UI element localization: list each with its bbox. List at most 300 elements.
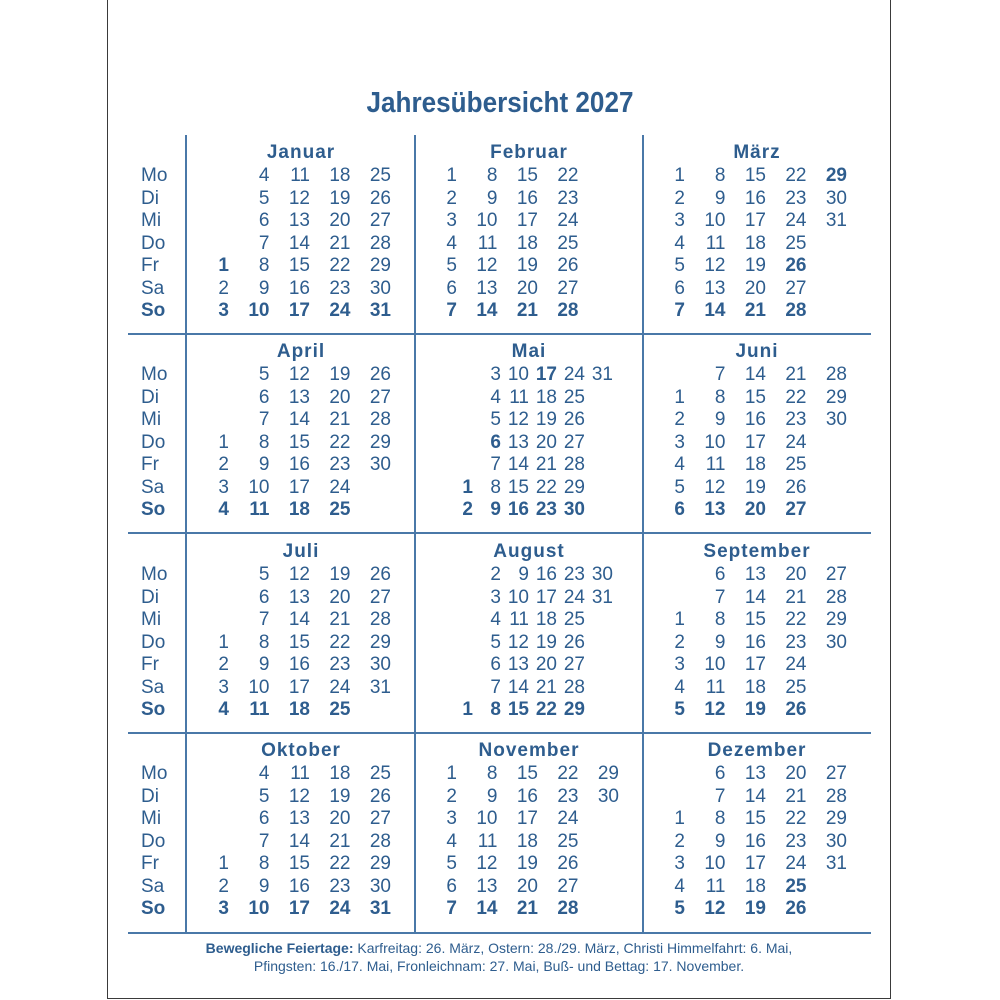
- day-number: 8: [258, 631, 270, 653]
- day-number: 13: [704, 277, 726, 299]
- day-number: 11: [705, 454, 726, 475]
- day-number: 24: [785, 853, 807, 874]
- weekday-label-so: So: [141, 898, 166, 919]
- day-number: 17: [288, 898, 310, 919]
- day-number: 20: [329, 210, 351, 231]
- month-name: April: [276, 341, 326, 362]
- day-number: 19: [744, 255, 766, 276]
- day-number: 8: [490, 476, 501, 498]
- day-number: 10: [704, 210, 726, 231]
- day-number: 27: [369, 386, 391, 408]
- day-number: 5: [258, 785, 270, 807]
- day-number: 14: [288, 232, 310, 254]
- day-number: 6: [714, 763, 726, 784]
- weekday-label-do: Do: [141, 431, 166, 453]
- movable-holidays-line1: Karfreitag: 26. März, Ostern: 28./29. März, Christi Himmelfahrt: 6. Mai,: [353, 940, 793, 956]
- day-number: 29: [597, 763, 619, 784]
- day-number: 17: [744, 431, 766, 453]
- day-number: 14: [744, 364, 766, 385]
- day-number: 13: [476, 875, 498, 897]
- day-number: 8: [714, 386, 726, 408]
- day-number: 16: [744, 631, 766, 653]
- day-number: 29: [825, 386, 847, 408]
- day-number: 7: [674, 300, 685, 321]
- day-number: 4: [258, 763, 270, 784]
- day-number: 12: [704, 476, 726, 498]
- day-number: 3: [446, 808, 457, 829]
- day-number: 15: [507, 699, 529, 720]
- day-number: 5: [446, 255, 457, 276]
- day-number: 11: [290, 165, 310, 186]
- day-number: 10: [476, 210, 498, 231]
- day-number: 1: [218, 255, 229, 276]
- day-number: 10: [248, 898, 270, 919]
- month-name: Januar: [266, 142, 336, 163]
- day-number: 18: [535, 609, 557, 630]
- day-number: 21: [516, 898, 538, 919]
- day-number: 30: [563, 499, 585, 520]
- day-number: 7: [714, 785, 726, 807]
- day-number: 6: [490, 431, 501, 453]
- day-number: 23: [329, 454, 351, 475]
- month-name: Februar: [490, 142, 568, 163]
- day-number: 25: [785, 875, 807, 897]
- day-number: 17: [288, 300, 310, 321]
- day-number: 26: [369, 364, 391, 385]
- day-number: 14: [744, 785, 766, 807]
- weekday-label-do: Do: [141, 631, 166, 653]
- day-number: 13: [704, 499, 726, 520]
- day-number: 11: [249, 499, 270, 520]
- day-number: 14: [704, 300, 726, 321]
- day-number: 7: [446, 898, 457, 919]
- day-number: 6: [490, 654, 501, 675]
- day-number: 8: [258, 255, 270, 276]
- day-number: 29: [825, 609, 847, 630]
- weekday-label-fr: Fr: [141, 853, 159, 874]
- day-number: 28: [563, 454, 585, 475]
- day-number: 14: [507, 676, 529, 698]
- grid-line-horizontal: [128, 532, 871, 534]
- day-number: 30: [369, 277, 391, 299]
- day-number: 21: [535, 454, 557, 475]
- day-number: 6: [258, 210, 270, 231]
- day-number: 18: [535, 386, 557, 408]
- day-number: 5: [674, 699, 685, 720]
- movable-holidays-line2: Pfingsten: 16./17. Mai, Fronleichnam: 27. Mai, Buß- und Bettag: 17. November.: [253, 958, 745, 974]
- month-name: Juni: [735, 341, 779, 362]
- day-number: 20: [535, 654, 557, 675]
- weekday-label-fr: Fr: [141, 255, 159, 276]
- day-number: 12: [288, 564, 310, 585]
- day-number: 9: [714, 187, 726, 209]
- day-number: 2: [218, 277, 229, 299]
- day-number: 17: [744, 654, 766, 675]
- day-number: 1: [674, 808, 685, 829]
- day-number: 4: [490, 386, 501, 408]
- month-name: November: [478, 740, 580, 761]
- day-number: 7: [714, 586, 726, 608]
- day-number: 24: [329, 300, 351, 321]
- weekday-label-mi: Mi: [141, 210, 162, 231]
- day-number: 10: [248, 476, 270, 498]
- day-number: 16: [507, 499, 529, 520]
- day-number: 27: [369, 586, 391, 608]
- day-number: 28: [825, 785, 847, 807]
- day-number: 18: [288, 699, 310, 720]
- day-number: 2: [218, 454, 229, 475]
- month-name: Juli: [282, 541, 320, 562]
- day-number: 27: [825, 564, 847, 585]
- weekday-label-sa: Sa: [141, 476, 165, 498]
- day-number: 22: [785, 808, 807, 829]
- day-number: 12: [476, 255, 498, 276]
- day-number: 7: [258, 232, 270, 254]
- day-number: 19: [744, 476, 766, 498]
- day-number: 8: [490, 699, 501, 720]
- day-number: 11: [477, 232, 498, 254]
- day-number: 26: [785, 699, 807, 720]
- movable-holidays-label: Bewegliche Feiertage:: [205, 940, 354, 956]
- day-number: 9: [714, 631, 726, 653]
- weekday-label-do: Do: [141, 232, 166, 254]
- weekday-label-di: Di: [141, 187, 159, 209]
- day-number: 4: [258, 165, 270, 186]
- day-number: 19: [535, 631, 557, 653]
- day-number: 3: [674, 654, 685, 675]
- day-number: 16: [744, 830, 766, 852]
- day-number: 20: [744, 277, 766, 299]
- month-name: Dezember: [707, 740, 807, 761]
- day-number: 21: [785, 785, 807, 807]
- weekday-label-mi: Mi: [141, 409, 162, 430]
- day-number: 31: [825, 210, 847, 231]
- day-number: 21: [329, 830, 351, 852]
- day-number: 1: [446, 165, 457, 186]
- day-number: 6: [674, 499, 685, 520]
- day-number: 8: [486, 763, 498, 784]
- day-number: 24: [785, 654, 807, 675]
- day-number: 15: [288, 853, 310, 874]
- day-number: 30: [825, 187, 847, 209]
- day-number: 13: [744, 763, 766, 784]
- day-number: 12: [704, 699, 726, 720]
- day-number: 21: [535, 676, 557, 698]
- day-number: 8: [258, 853, 270, 874]
- day-number: 16: [288, 875, 310, 897]
- day-number: 11: [509, 386, 529, 408]
- weekday-label-sa: Sa: [141, 676, 165, 698]
- day-number: 20: [329, 808, 351, 829]
- day-number: 3: [218, 676, 229, 698]
- page-title: Jahresübersicht 2027: [366, 87, 634, 119]
- day-number: 4: [446, 232, 457, 254]
- day-number: 2: [218, 654, 229, 675]
- day-number: 4: [218, 499, 229, 520]
- day-number: 10: [248, 300, 270, 321]
- day-number: 3: [674, 210, 685, 231]
- day-number: 21: [785, 586, 807, 608]
- day-number: 19: [329, 564, 351, 585]
- day-number: 31: [369, 898, 391, 919]
- weekday-label-so: So: [141, 699, 166, 720]
- day-number: 15: [744, 808, 766, 829]
- day-number: 3: [490, 586, 501, 608]
- grid-line-horizontal: [128, 732, 871, 734]
- day-number: 4: [674, 232, 685, 254]
- day-number: 19: [535, 409, 557, 430]
- day-number: 27: [825, 763, 847, 784]
- day-number: 26: [369, 187, 391, 209]
- day-number: 20: [785, 763, 807, 784]
- day-number: 19: [744, 699, 766, 720]
- day-number: 8: [714, 808, 726, 829]
- day-number: 9: [258, 875, 270, 897]
- day-number: 22: [535, 699, 557, 720]
- day-number: 21: [516, 300, 538, 321]
- day-number: 16: [288, 454, 310, 475]
- day-number: 4: [218, 699, 229, 720]
- day-number: 9: [490, 499, 501, 520]
- day-number: 25: [563, 609, 585, 630]
- day-number: 13: [476, 277, 498, 299]
- weekday-label-sa: Sa: [141, 277, 165, 299]
- day-number: 5: [674, 898, 685, 919]
- day-number: 16: [744, 409, 766, 430]
- day-number: 20: [329, 586, 351, 608]
- day-number: 19: [329, 785, 351, 807]
- day-number: 13: [288, 210, 310, 231]
- day-number: 18: [744, 875, 766, 897]
- day-number: 4: [490, 609, 501, 630]
- day-number: 11: [249, 699, 270, 720]
- day-number: 16: [516, 187, 538, 209]
- day-number: 27: [369, 210, 391, 231]
- day-number: 15: [288, 431, 310, 453]
- day-number: 24: [563, 586, 585, 608]
- day-number: 18: [516, 830, 538, 852]
- weekday-label-mi: Mi: [141, 808, 162, 829]
- day-number: 1: [674, 386, 685, 408]
- day-number: 9: [258, 277, 270, 299]
- day-number: 9: [518, 564, 529, 585]
- day-number: 28: [369, 609, 391, 630]
- day-number: 17: [535, 586, 557, 608]
- weekday-label-fr: Fr: [141, 454, 159, 475]
- day-number: 10: [248, 676, 270, 698]
- day-number: 3: [674, 853, 685, 874]
- day-number: 11: [290, 763, 310, 784]
- day-number: 17: [744, 853, 766, 874]
- day-number: 13: [507, 431, 529, 453]
- weekday-label-mo: Mo: [141, 364, 168, 385]
- day-number: 26: [557, 853, 579, 874]
- day-number: 10: [704, 431, 726, 453]
- day-number: 12: [704, 255, 726, 276]
- day-number: 22: [329, 853, 351, 874]
- day-number: 30: [369, 654, 391, 675]
- day-number: 5: [446, 853, 457, 874]
- weekday-label-mo: Mo: [141, 763, 168, 784]
- day-number: 6: [258, 808, 270, 829]
- day-number: 26: [563, 409, 585, 430]
- day-number: 18: [516, 232, 538, 254]
- day-number: 20: [329, 386, 351, 408]
- day-number: 5: [258, 564, 270, 585]
- day-number: 26: [785, 476, 807, 498]
- day-number: 22: [785, 165, 807, 186]
- day-number: 26: [785, 898, 807, 919]
- day-number: 24: [329, 476, 351, 498]
- day-number: 10: [476, 808, 498, 829]
- day-number: 17: [516, 210, 538, 231]
- day-number: 23: [563, 564, 585, 585]
- day-number: 2: [674, 631, 685, 653]
- day-number: 1: [218, 631, 229, 653]
- day-number: 19: [744, 898, 766, 919]
- day-number: 22: [329, 431, 351, 453]
- day-number: 22: [785, 609, 807, 630]
- day-number: 8: [714, 165, 726, 186]
- day-number: 3: [490, 364, 501, 385]
- day-number: 3: [674, 431, 685, 453]
- day-number: 12: [704, 898, 726, 919]
- day-number: 9: [258, 454, 270, 475]
- day-number: 3: [218, 898, 229, 919]
- day-number: 28: [557, 300, 579, 321]
- day-number: 1: [674, 609, 685, 630]
- day-number: 5: [258, 364, 270, 385]
- day-number: 28: [825, 364, 847, 385]
- day-number: 12: [507, 631, 529, 653]
- day-number: 31: [591, 364, 613, 385]
- day-number: 23: [785, 409, 807, 430]
- day-number: 25: [563, 386, 585, 408]
- day-number: 22: [329, 631, 351, 653]
- day-number: 24: [785, 210, 807, 231]
- day-number: 13: [507, 654, 529, 675]
- day-number: 16: [744, 187, 766, 209]
- day-number: 30: [825, 631, 847, 653]
- day-number: 17: [744, 210, 766, 231]
- day-number: 2: [446, 187, 457, 209]
- day-number: 15: [288, 631, 310, 653]
- day-number: 22: [329, 255, 351, 276]
- day-number: 21: [329, 232, 351, 254]
- day-number: 3: [218, 300, 229, 321]
- day-number: 7: [446, 300, 457, 321]
- day-number: 17: [535, 364, 557, 385]
- day-number: 20: [785, 564, 807, 585]
- day-number: 23: [329, 654, 351, 675]
- month-name: März: [733, 142, 781, 163]
- day-number: 2: [218, 875, 229, 897]
- day-number: 1: [674, 165, 685, 186]
- day-number: 16: [288, 277, 310, 299]
- day-number: 27: [785, 499, 807, 520]
- day-number: 17: [288, 676, 310, 698]
- day-number: 8: [486, 165, 498, 186]
- day-number: 28: [369, 830, 391, 852]
- day-number: 15: [744, 386, 766, 408]
- day-number: 31: [825, 853, 847, 874]
- day-number: 3: [218, 476, 229, 498]
- day-number: 16: [288, 654, 310, 675]
- day-number: 26: [369, 564, 391, 585]
- day-number: 8: [714, 609, 726, 630]
- day-number: 9: [714, 830, 726, 852]
- day-number: 20: [516, 277, 538, 299]
- day-number: 22: [785, 386, 807, 408]
- day-number: 16: [535, 564, 557, 585]
- day-number: 6: [674, 277, 685, 299]
- day-number: 4: [674, 454, 685, 475]
- day-number: 12: [288, 785, 310, 807]
- day-number: 15: [744, 165, 766, 186]
- day-number: 10: [704, 654, 726, 675]
- day-number: 14: [476, 300, 498, 321]
- month-name: September: [703, 541, 811, 562]
- day-number: 14: [288, 409, 310, 430]
- day-number: 28: [369, 232, 391, 254]
- day-number: 4: [674, 676, 685, 698]
- day-number: 29: [563, 476, 585, 498]
- day-number: 27: [563, 654, 585, 675]
- day-number: 1: [446, 763, 457, 784]
- day-number: 22: [557, 763, 579, 784]
- day-number: 29: [369, 631, 391, 653]
- day-number: 1: [218, 853, 229, 874]
- day-number: 23: [329, 277, 351, 299]
- day-number: 14: [288, 830, 310, 852]
- day-number: 24: [785, 431, 807, 453]
- weekday-label-di: Di: [141, 586, 159, 608]
- day-number: 18: [329, 763, 351, 784]
- day-number: 20: [535, 431, 557, 453]
- day-number: 11: [477, 830, 498, 852]
- day-number: 6: [714, 564, 726, 585]
- day-number: 10: [507, 586, 529, 608]
- weekday-label-fr: Fr: [141, 654, 159, 675]
- day-number: 3: [446, 210, 457, 231]
- day-number: 20: [516, 875, 538, 897]
- weekday-label-mo: Mo: [141, 165, 168, 186]
- day-number: 1: [462, 476, 473, 498]
- grid-line-horizontal: [128, 932, 871, 934]
- day-number: 8: [258, 431, 270, 453]
- weekday-label-di: Di: [141, 386, 159, 408]
- day-number: 18: [288, 499, 310, 520]
- day-number: 10: [704, 853, 726, 874]
- day-number: 6: [446, 875, 457, 897]
- day-number: 30: [825, 830, 847, 852]
- day-number: 25: [557, 232, 579, 254]
- day-number: 1: [462, 699, 473, 720]
- weekday-label-do: Do: [141, 830, 166, 852]
- day-number: 23: [557, 785, 579, 807]
- day-number: 24: [557, 808, 579, 829]
- weekday-label-so: So: [141, 499, 166, 520]
- day-number: 28: [825, 586, 847, 608]
- day-number: 27: [557, 277, 579, 299]
- day-number: 21: [785, 364, 807, 385]
- day-number: 15: [516, 165, 538, 186]
- day-number: 28: [557, 898, 579, 919]
- day-number: 5: [674, 476, 685, 498]
- day-number: 5: [490, 631, 501, 653]
- weekday-label-mo: Mo: [141, 564, 168, 585]
- day-number: 4: [446, 830, 457, 852]
